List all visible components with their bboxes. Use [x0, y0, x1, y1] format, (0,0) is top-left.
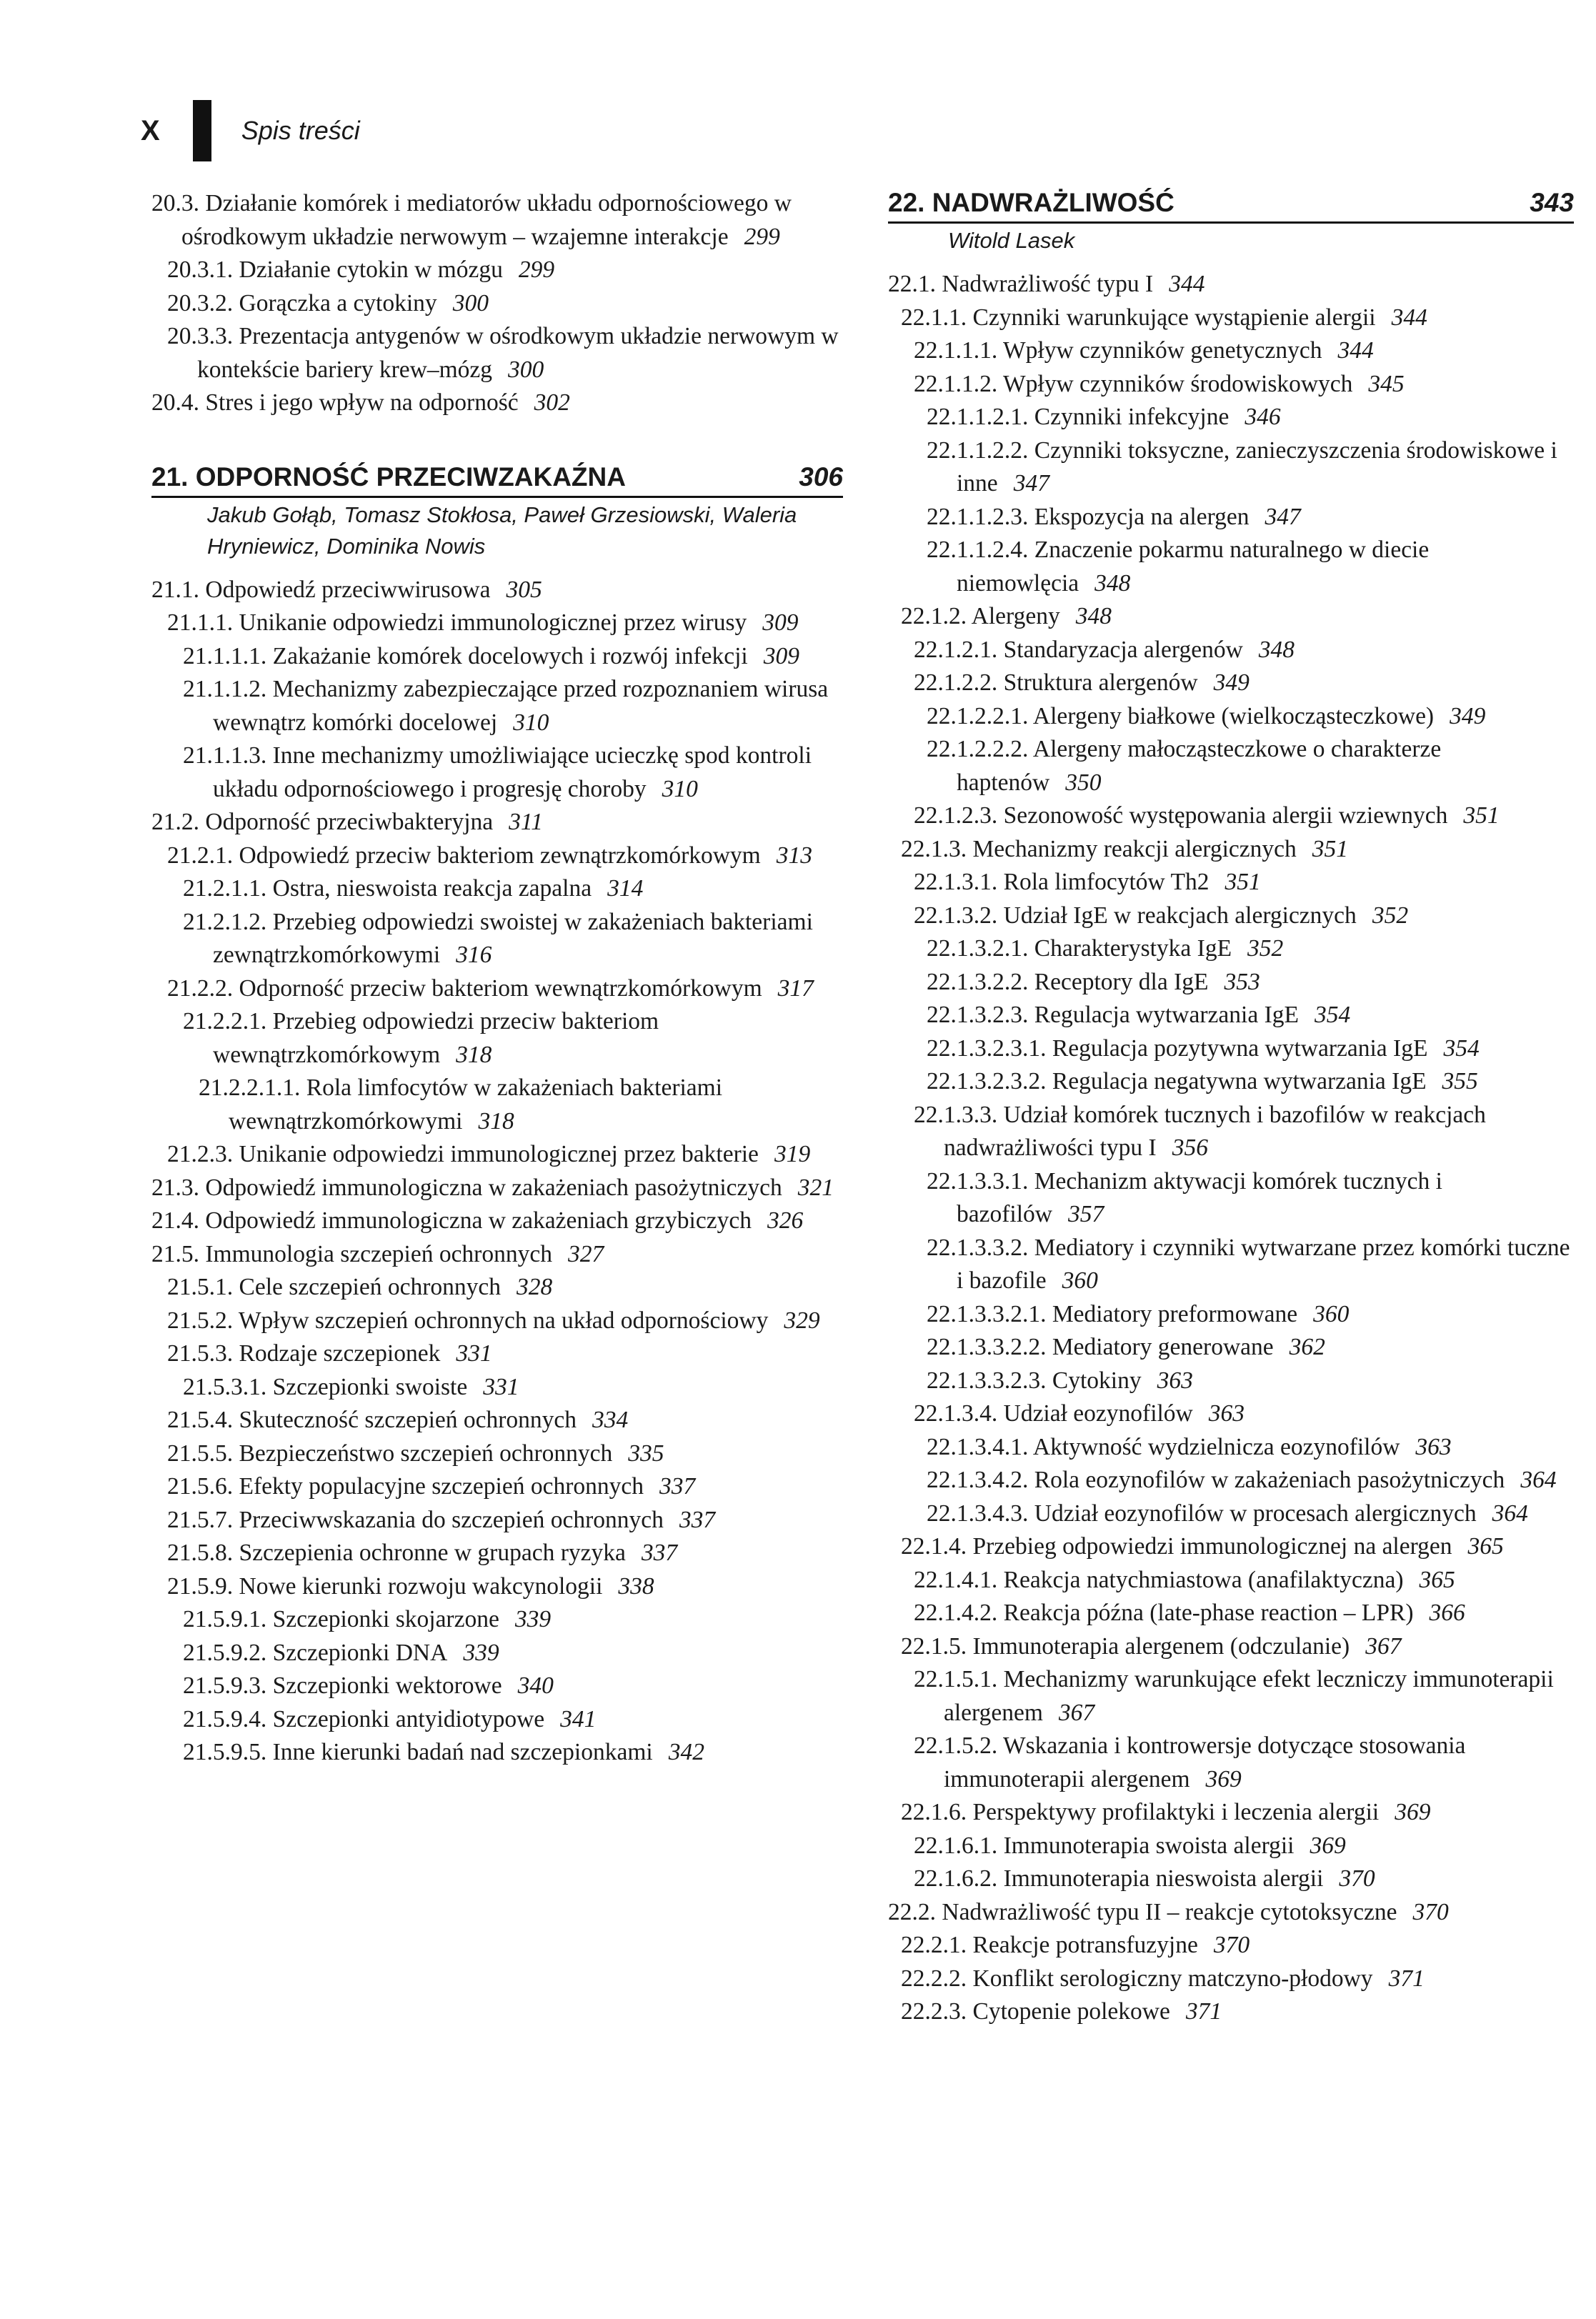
toc-entry-title: 21.2.1.2. Przebieg odpowiedzi swoistej w zakażeniach bakteriami zewnątrzkomórkowymi	[183, 908, 813, 968]
toc-entry-page: 363	[1415, 1433, 1452, 1460]
toc-entry-title: 22.1.3.2.3. Regulacja wytwarzania IgE	[927, 1002, 1299, 1028]
toc-entry-title: 21.5.6. Efekty populacyjne szczepień ochronnych	[167, 1473, 644, 1500]
toc-entry	[151, 872, 843, 906]
toc-entry-page: 331	[456, 1340, 492, 1367]
toc-entry-title: 22.1.4. Przebieg odpowiedzi immunologicznej na alergen	[901, 1533, 1452, 1560]
toc-entry-title: 21.5.9.4. Szczepionki antyidiotypowe	[183, 1705, 545, 1732]
toc-entry-page: 305	[506, 576, 542, 603]
header-bar	[193, 100, 211, 161]
toc-entry-page: 356	[1172, 1134, 1208, 1161]
toc-entry	[888, 501, 1574, 534]
toc-entry-title: 22.1.3.2.2. Receptory dla IgE	[927, 968, 1209, 995]
toc-entry-page: 370	[1339, 1865, 1375, 1892]
toc-entry	[888, 401, 1574, 434]
toc-entry-page: 344	[1391, 304, 1427, 331]
toc-entry	[151, 1072, 843, 1138]
toc-entry-title: 21.5.1. Cele szczepień ochronnych	[167, 1274, 501, 1300]
toc-entry	[151, 1205, 843, 1238]
toc-entry-title: 21.5.9.2. Szczepionki DNA	[183, 1639, 448, 1666]
toc-entry-title: 21.1.1. Unikanie odpowiedzi immunologicznej przez wirusy	[167, 609, 747, 636]
toc-entry-page: 351	[1225, 869, 1261, 895]
toc-entry	[151, 640, 843, 674]
toc-entry-page: 318	[478, 1107, 514, 1134]
toc-entry	[888, 1464, 1574, 1497]
toc-entry	[888, 1397, 1574, 1431]
chapter-title: 21. ODPORNOŚĆ PRZECIWZAKAŹNA	[151, 462, 626, 492]
toc-entry-title: 22.1.1.2.4. Znaczenie pokarmu naturalnego w diecie niemowlęcia	[927, 537, 1430, 597]
toc-entry-page: 309	[762, 609, 799, 636]
toc-entry-title: 21.5.3.1. Szczepionki swoiste	[183, 1373, 468, 1400]
toc-entry-page: 369	[1205, 1765, 1242, 1792]
toc-entry-title: 21.5.9.5. Inne kierunki badań nad szczepionkami	[183, 1739, 653, 1765]
toc-entry-title: 21.2.2.1. Przebieg odpowiedzi przeciw bakteriom wewnątrzkomórkowym	[183, 1008, 659, 1068]
toc-entry	[151, 1470, 843, 1504]
chapter-22-heading	[888, 187, 1574, 256]
toc-entry	[888, 600, 1574, 634]
toc-entry-title: 22.1.2.2.2. Alergeny małocząsteczkowe o charakterze haptenów	[927, 736, 1442, 796]
toc-entry	[888, 1431, 1574, 1465]
toc-entry	[888, 1331, 1574, 1365]
toc-entry-title: 22.1.2.2. Struktura alergenów	[914, 669, 1198, 696]
toc-entry-page: 309	[763, 642, 799, 669]
toc-entry	[888, 866, 1574, 899]
toc-entry	[888, 1663, 1574, 1730]
toc-entry-page: 337	[659, 1473, 696, 1500]
toc-entry-title: 22.1.3.2.3.2. Regulacja negatywna wytwarzania IgE	[927, 1068, 1427, 1094]
toc-entry-title: 21.5.9. Nowe kierunki rozwoju wakcynologii	[167, 1572, 603, 1600]
toc-entry-page: 344	[1169, 271, 1205, 297]
toc-entry-page: 369	[1310, 1832, 1346, 1859]
toc-entry-page: 338	[618, 1572, 654, 1600]
toc-entry-title: 22.1.6.1. Immunoterapia swoista alergii	[914, 1832, 1295, 1859]
toc-entry-page: 360	[1062, 1267, 1098, 1294]
section-letter: X	[141, 114, 160, 146]
toc-entry-title: 22.1.1.1. Wpływ czynników genetycznych	[914, 337, 1322, 364]
toc-entry-page: 363	[1208, 1400, 1245, 1427]
toc-entry	[888, 999, 1574, 1032]
toc-entry-page: 313	[776, 842, 812, 869]
toc-entry	[151, 1637, 843, 1670]
toc-entry-page: 351	[1463, 802, 1500, 829]
toc-entry	[888, 1730, 1574, 1796]
toc-entry-title: 21.2.3. Unikanie odpowiedzi immunologicznej przez bakterie	[167, 1141, 759, 1167]
toc-entry	[151, 739, 843, 806]
toc-entry-title: 22.1.3.4. Udział eozynofilów	[914, 1400, 1193, 1427]
toc-entry-title: 20.4. Stres i jego wpływ na odporność	[151, 389, 519, 416]
toc-entry-page: 329	[784, 1307, 820, 1334]
toc-entry-page: 318	[456, 1041, 492, 1068]
toc-entry	[151, 1337, 843, 1371]
toc-entry-page: 302	[534, 389, 570, 416]
toc-entry-title: 22.1.5. Immunoterapia alergenem (odczulanie)	[901, 1632, 1350, 1660]
toc-entry	[888, 700, 1574, 734]
toc-entry-page: 370	[1412, 1898, 1449, 1925]
toc-entry	[888, 334, 1574, 368]
toc-entry-title: 22.1.1. Czynniki warunkujące wystąpienie alergii	[901, 304, 1376, 331]
toc-entry-page: 300	[508, 356, 544, 383]
toc-entry	[888, 1099, 1574, 1165]
toc-entry-page: 348	[1094, 569, 1131, 597]
toc-entry	[151, 839, 843, 873]
toc-entry	[888, 368, 1574, 402]
toc-entry-title: 22.1.5.2. Wskazania i kontrowersje dotyczące stosowania immunoterapii alergenem	[914, 1732, 1466, 1792]
toc-entry-title: 22.1.3.4.3. Udział eozynofilów w procesach alergicznych	[927, 1500, 1477, 1527]
toc-entry-title: 22.1.3.3. Udział komórek tucznych i bazofilów w reakcjach nadwrażliwości typu I	[914, 1101, 1486, 1161]
toc-entry	[888, 1032, 1574, 1066]
toc-entry-title: 22.1.4.1. Reakcja natychmiastowa (anafilaktyczna)	[914, 1566, 1404, 1593]
toc-entry-page: 362	[1289, 1334, 1325, 1360]
toc-entry-page: 337	[679, 1506, 716, 1533]
toc-entry	[151, 806, 843, 839]
toc-entry	[888, 1896, 1574, 1930]
toc-entry-title: 22.2.2. Konflikt serologiczny matczyno-płodowy	[901, 1965, 1373, 1992]
toc-entry	[151, 1537, 843, 1570]
toc-entry-title: 22.1.3.3.2. Mediatory i czynniki wytwarzane przez komórki tuczne i bazofile	[927, 1234, 1570, 1294]
toc-entry-title: 22.1.3.2.1. Charakterystyka IgE	[927, 935, 1232, 962]
toc-entry-page: 339	[514, 1606, 552, 1632]
toc-entry-page: 352	[1247, 935, 1284, 962]
toc-entry	[888, 301, 1574, 335]
toc-entry-title: 22.1.3. Mechanizmy reakcji alergicznych	[901, 835, 1297, 862]
toc-entry	[151, 1736, 843, 1770]
toc-entry-title: 21.5. Immunologia szczepień ochronnych	[151, 1240, 552, 1267]
toc-entry-page: 347	[1013, 470, 1049, 497]
toc-entry-title: 21.2.2.1.1. Rola limfocytów w zakażeniach bakteriami wewnątrzkomórkowymi	[199, 1074, 723, 1134]
toc-entry-title: 21.5.8. Szczepienia ochronne w grupach ryzyka	[167, 1540, 626, 1566]
toc-entry-page: 327	[567, 1240, 604, 1267]
toc-entry-title: 22.1.3.4.1. Aktywność wydzielnicza eozynofilów	[927, 1433, 1400, 1460]
toc-entry-page: 371	[1185, 1998, 1222, 2025]
toc-entry-page: 354	[1314, 1002, 1351, 1028]
toc-entry-page: 349	[1450, 702, 1486, 729]
chapter-page: 306	[799, 462, 843, 492]
toc-entry	[888, 1497, 1574, 1531]
toc-entry-page: 335	[628, 1440, 664, 1467]
toc-entry-title: 20.3.3. Prezentacja antygenów w ośrodkowym układzie nerwowym w kontekście bariery krew–mózg	[167, 323, 839, 383]
toc-entry	[888, 268, 1574, 301]
chapter-21-heading	[151, 462, 843, 562]
toc-entry-page: 341	[560, 1705, 597, 1732]
toc-entry-page: 340	[517, 1672, 554, 1699]
chapter-title: 22. NADWRAŻLIWOŚĆ	[888, 188, 1174, 217]
toc-entry-title: 21.1.1.2. Mechanizmy zabezpieczające przed rozpoznaniem wirusa wewnątrz komórki docelowej	[183, 676, 829, 736]
toc-entry-page: 357	[1067, 1201, 1104, 1227]
toc-entry-page: 326	[767, 1207, 804, 1234]
chapter-rule	[888, 221, 1574, 224]
toc-entry-title: 20.3. Działanie komórek i mediatorów układu odpornościowego w ośrodkowym układzie nerwowym – wzajemne interakcje	[151, 190, 792, 250]
toc-list-before	[151, 187, 843, 420]
toc-entry	[888, 932, 1574, 966]
toc-entry-title: 22.1.6. Perspektywy profilaktyki i leczenia alergii	[901, 1799, 1380, 1825]
toc-entry	[888, 1963, 1574, 1996]
toc-entry-page: 365	[1467, 1533, 1504, 1560]
toc-entry	[888, 1995, 1574, 2029]
toc-entry-page: 355	[1442, 1068, 1478, 1094]
toc-entry-title: 22.1.3.3.2.3. Cytokiny	[927, 1367, 1142, 1394]
toc-entry	[888, 1298, 1574, 1332]
chapter-authors: Witold Lasek	[948, 228, 1075, 253]
toc-entry-title: 22.1.3.1. Rola limfocytów Th2	[914, 869, 1210, 895]
toc-entry	[888, 1597, 1574, 1630]
toc-entry	[151, 906, 843, 972]
toc-entry	[888, 1232, 1574, 1298]
toc-entry	[151, 1138, 843, 1172]
toc-entry-page: 314	[607, 875, 644, 902]
toc-entry-title: 21.1. Odpowiedź przeciwwirusowa	[151, 576, 491, 603]
toc-entry	[888, 1365, 1574, 1398]
chapter-page: 343	[1530, 188, 1574, 217]
toc-entry-page: 317	[777, 974, 814, 1002]
toc-entry-page: 311	[509, 809, 543, 835]
toc-entry-page: 345	[1368, 370, 1405, 397]
toc-entry-page: 319	[774, 1141, 811, 1167]
toc-entry	[151, 1271, 843, 1305]
toc-entry-page: 299	[518, 256, 555, 283]
toc-entry	[151, 1670, 843, 1703]
toc-entry-title: 22.1. Nadwrażliwość typu I	[888, 271, 1154, 297]
toc-entry-title: 21.4. Odpowiedź immunologiczna w zakażeniach grzybiczych	[151, 1207, 752, 1234]
toc-entry-title: 21.2.2. Odporność przeciw bakteriom wewnątrzkomórkowym	[167, 974, 762, 1002]
toc-entry-page: 351	[1312, 835, 1349, 862]
toc-entry-page: 346	[1245, 404, 1281, 430]
toc-entry-page: 360	[1313, 1300, 1350, 1327]
toc-entry	[888, 1564, 1574, 1597]
toc-entry-title: 22.1.3.4.2. Rola eozynofilów w zakażeniach pasożytniczych	[927, 1467, 1505, 1493]
toc-entry	[151, 574, 843, 607]
toc-entry	[151, 187, 843, 254]
toc-entry-page: 316	[456, 942, 492, 968]
toc-entry-page: 363	[1157, 1367, 1193, 1394]
toc-entry	[888, 833, 1574, 867]
chapter-authors: Jakub Gołąb, Tomasz Stokłosa, Paweł Grzesiowski, Waleria Hryniewicz, Dominika Nowis	[207, 502, 797, 559]
toc-entry-title: 22.1.1.2.1. Czynniki infekcyjne	[927, 404, 1230, 430]
toc-entry	[151, 1404, 843, 1437]
toc-entry	[888, 799, 1574, 833]
left-column	[151, 187, 843, 1770]
toc-entry-page: 344	[1337, 337, 1374, 364]
toc-entry-title: 20.3.2. Gorączka a cytokiny	[167, 289, 437, 316]
toc-entry-title: 22.1.2.1. Standaryzacja alergenów	[914, 636, 1243, 663]
toc-entry-title: 21.5.3. Rodzaje szczepionek	[167, 1340, 441, 1367]
toc-entry-page: 300	[452, 289, 489, 316]
toc-entry	[888, 634, 1574, 667]
toc-entry	[888, 733, 1574, 799]
toc-entry	[151, 1371, 843, 1405]
toc-entry-page: 331	[483, 1373, 519, 1400]
toc-entry-title: 22.1.1.2.3. Ekspozycja na alergen	[927, 503, 1250, 530]
toc-entry-title: 21.5.5. Bezpieczeństwo szczepień ochronnych	[167, 1440, 613, 1467]
toc-entry-page: 353	[1224, 968, 1260, 995]
right-column	[888, 187, 1574, 2029]
toc-entry-page: 352	[1372, 902, 1409, 929]
toc-entry-title: 21.1.1.1. Zakażanie komórek docelowych i rozwój infekcji	[183, 642, 748, 669]
toc-entry-title: 22.1.3.2. Udział IgE w reakcjach alergicznych	[914, 902, 1357, 929]
toc-entry-page: 339	[463, 1639, 499, 1666]
toc-entry	[888, 966, 1574, 999]
toc-entry-title: 21.5.9.3. Szczepionki wektorowe	[183, 1672, 502, 1699]
toc-entry-page: 367	[1058, 1699, 1095, 1726]
toc-entry	[888, 667, 1574, 700]
toc-entry	[888, 1796, 1574, 1830]
toc-entry-page: 310	[513, 709, 549, 736]
toc-entry	[888, 1065, 1574, 1099]
toc-entry	[151, 1603, 843, 1637]
toc-entry-title: 22.1.5.1. Mechanizmy warunkujące efekt leczniczy immunoterapii alergenem	[914, 1666, 1554, 1726]
toc-entry-page: 364	[1520, 1467, 1557, 1493]
toc-entry-page: 299	[744, 223, 780, 250]
toc-entry	[888, 1929, 1574, 1963]
toc-entry-page: 337	[641, 1540, 678, 1566]
toc-entry-title: 21.3. Odpowiedź immunologiczna w zakażeniach pasożytniczych	[151, 1174, 782, 1201]
toc-entry-page: 369	[1395, 1799, 1431, 1825]
toc-entry-title: 22.1.3.3.2.2. Mediatory generowane	[927, 1334, 1274, 1360]
toc-entry-title: 21.5.4. Skuteczność szczepień ochronnych	[167, 1407, 577, 1433]
toc-entry-page: 348	[1075, 603, 1112, 629]
toc-entry	[888, 534, 1574, 600]
toc-entry-title: 22.1.1.2.2. Czynniki toksyczne, zanieczyszczenia środowiskowe i inne	[927, 437, 1557, 497]
toc-entry	[888, 434, 1574, 501]
toc-entry	[888, 1165, 1574, 1232]
toc-entry-title: 22.2.1. Reakcje potransfuzyjne	[901, 1932, 1198, 1958]
toc-entry-page: 364	[1492, 1500, 1528, 1527]
toc-entry	[151, 1570, 843, 1604]
toc-entry	[151, 607, 843, 640]
toc-entry	[151, 1504, 843, 1537]
toc-entry-title: 21.2.1.1. Ostra, nieswoista reakcja zapalna	[183, 875, 592, 902]
toc-entry-page: 365	[1419, 1566, 1455, 1593]
toc-entry-page: 334	[592, 1407, 629, 1433]
running-header	[141, 100, 360, 161]
toc-entry	[151, 1238, 843, 1272]
toc-entry-page: 349	[1213, 669, 1250, 696]
toc-entry-title: 22.1.2.3. Sezonowość występowania alergii wziewnych	[914, 802, 1448, 829]
toc-entry	[888, 1830, 1574, 1863]
toc-list	[888, 268, 1574, 2029]
toc-entry-page: 347	[1265, 503, 1301, 530]
toc-entry	[151, 1005, 843, 1072]
toc-entry-page: 310	[662, 775, 698, 802]
toc-entry-title: 22.2. Nadwrażliwość typu II – reakcje cytotoksyczne	[888, 1898, 1397, 1925]
toc-entry	[151, 1172, 843, 1205]
toc-entry-title: 21.5.7. Przeciwwskazania do szczepień ochronnych	[167, 1506, 664, 1533]
toc-entry	[151, 1437, 843, 1471]
toc-entry-page: 350	[1065, 769, 1102, 796]
toc-entry-page: 348	[1258, 636, 1295, 663]
toc-entry	[151, 254, 843, 287]
toc-entry-title: 22.1.4.2. Reakcja późna (late-phase reaction – LPR)	[914, 1600, 1414, 1626]
toc-entry-title: 22.1.3.3.1. Mechanizm aktywacji komórek tucznych i bazofilów	[927, 1167, 1442, 1227]
toc-entry	[151, 320, 843, 386]
toc-entry-title: 22.1.3.3.2.1. Mediatory preformowane	[927, 1300, 1298, 1327]
toc-entry-page: 328	[516, 1274, 553, 1300]
toc-entry-title: 22.2.3. Cytopenie polekowe	[901, 1998, 1170, 2025]
toc-entry	[151, 1703, 843, 1737]
toc-entry	[888, 1530, 1574, 1564]
toc-entry-title: 22.1.2. Alergeny	[901, 603, 1060, 629]
toc-entry-title: 21.1.1.3. Inne mechanizmy umożliwiające ucieczkę spod kontroli układu odpornościowego i progresję choroby	[183, 742, 812, 802]
header-title: Spis treści	[241, 116, 360, 145]
toc-entry-page: 366	[1429, 1600, 1465, 1626]
toc-entry-title: 22.1.3.2.3.1. Regulacja pozytywna wytwarzania IgE	[927, 1034, 1428, 1062]
toc-entry	[151, 673, 843, 739]
toc-entry	[888, 899, 1574, 933]
toc-entry-title: 22.1.2.2.1. Alergeny białkowe (wielkocząsteczkowe)	[927, 702, 1435, 729]
toc-entry-page: 321	[797, 1174, 834, 1201]
toc-entry	[151, 287, 843, 321]
toc-entry	[151, 1305, 843, 1338]
toc-entry-title: 21.2. Odporność przeciwbakteryjna	[151, 809, 494, 835]
toc-entry-page: 367	[1365, 1632, 1402, 1660]
toc-entry-title: 20.3.1. Działanie cytokin w mózgu	[167, 256, 503, 283]
toc-entry	[888, 1862, 1574, 1896]
toc-entry-page: 371	[1388, 1965, 1425, 1992]
chapter-rule	[151, 496, 843, 498]
toc-entry-page: 342	[668, 1739, 704, 1765]
toc-entry-title: 22.1.6.2. Immunoterapia nieswoista alergii	[914, 1865, 1324, 1892]
toc-list	[151, 574, 843, 1770]
toc-entry	[151, 386, 843, 420]
toc-entry-title: 22.1.1.2. Wpływ czynników środowiskowych	[914, 370, 1353, 397]
toc-entry	[888, 1630, 1574, 1664]
toc-entry-page: 370	[1213, 1932, 1250, 1958]
toc-entry-page: 354	[1443, 1034, 1480, 1062]
toc-entry-title: 21.2.1. Odpowiedź przeciw bakteriom zewnątrzkomórkowym	[167, 842, 761, 869]
toc-entry-title: 21.5.9.1. Szczepionki skojarzone	[183, 1606, 499, 1632]
toc-entry	[151, 972, 843, 1006]
toc-entry-title: 21.5.2. Wpływ szczepień ochronnych na układ odpornościowy	[167, 1307, 769, 1334]
